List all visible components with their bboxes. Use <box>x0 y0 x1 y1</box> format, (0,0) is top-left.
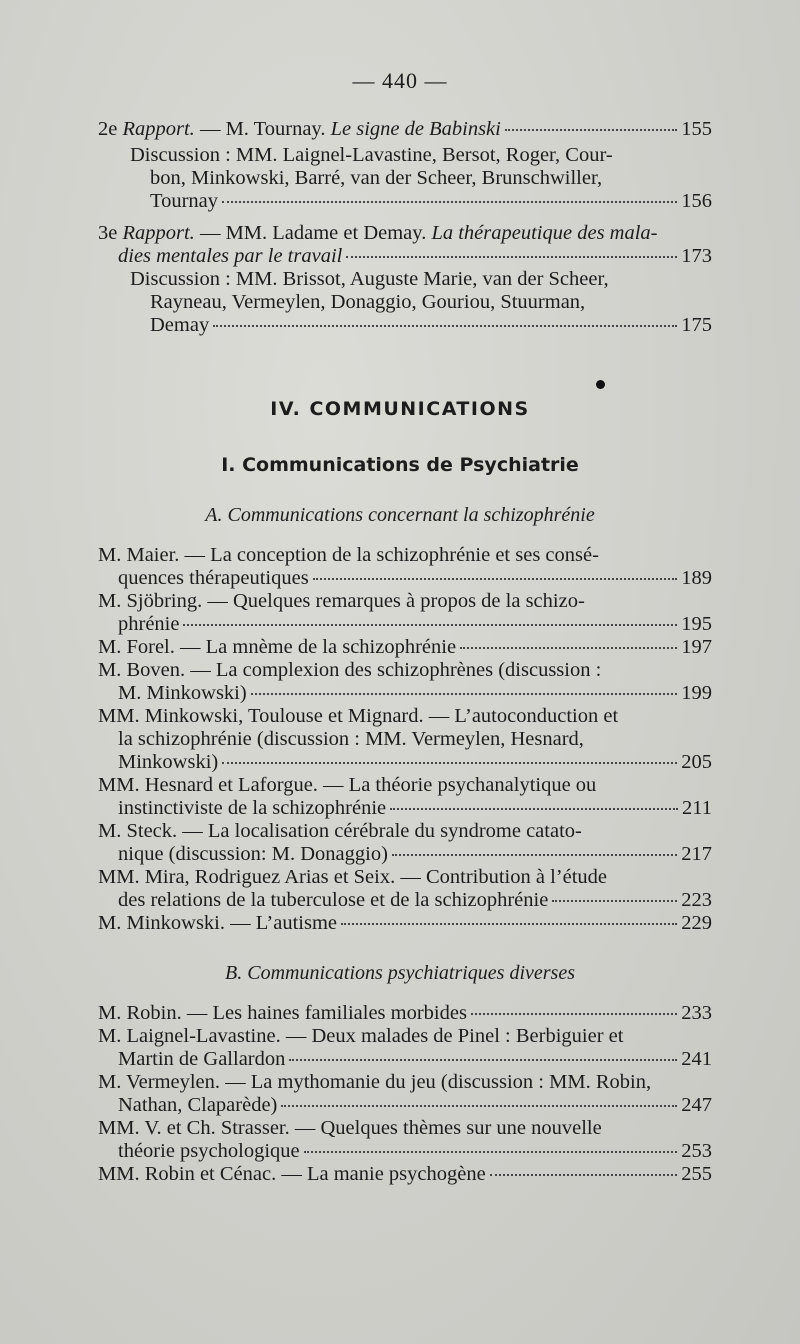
toc-entry <box>98 590 712 636</box>
toc-entry-line: M. Laignel-Lavastine. — Deux malades de Pinel : Berbiguier et <box>98 1025 624 1047</box>
discussion-2-entry <box>130 268 712 337</box>
report-2-entry <box>98 118 712 141</box>
toc-entry-line <box>98 751 712 774</box>
ink-spot <box>596 380 605 389</box>
toc-entry-text: MM. Robin et Cénac. — La manie psychogène <box>98 1163 486 1185</box>
toc-entry-line: MM. Minkowski, Toulouse et Mignard. — L’autoconduction et <box>98 705 619 727</box>
toc-entry-line <box>98 912 712 935</box>
discussion-1-entry <box>130 144 712 213</box>
dot-leader <box>213 325 677 327</box>
toc-entry <box>98 1025 712 1071</box>
toc-entry-line: M. Steck. — La localisation cérébrale du syndrome catato- <box>98 820 582 842</box>
page-ref: 189 <box>681 567 712 589</box>
discussion-2-line: Discussion : MM. Brissot, Auguste Marie, van der Scheer, <box>130 268 609 290</box>
dot-leader <box>341 923 677 925</box>
dot-leader <box>289 1059 677 1061</box>
toc-entry-line <box>98 1002 712 1025</box>
page-ref: 247 <box>681 1094 712 1116</box>
report-3-prefix: 3e <box>98 222 118 244</box>
toc-entry <box>98 1071 712 1117</box>
dot-leader <box>505 129 677 131</box>
dot-leader <box>304 1151 678 1153</box>
toc-entry-line: MM. Mira, Rodriguez Arias et Seix. — Contribution à l’étude <box>98 866 608 888</box>
toc-entry-line: la schizophrénie (discussion : MM. Vermeylen, Hesnard, <box>118 728 584 750</box>
page-ref: 155 <box>681 118 712 140</box>
dot-leader <box>251 693 678 695</box>
page-ref: 195 <box>681 613 712 635</box>
toc-entry-line <box>98 843 712 866</box>
dot-leader <box>222 762 677 764</box>
toc-entry-line <box>98 682 712 705</box>
toc-entry-text: Minkowski) <box>118 751 219 773</box>
toc-entry-line <box>98 889 712 912</box>
dot-leader <box>222 201 677 203</box>
discussion-1-line: Discussion : MM. Laignel-Lavastine, Bersot, Roger, Cour- <box>130 144 613 166</box>
toc-entry <box>98 636 712 659</box>
page-number: — 440 — <box>352 68 448 93</box>
toc-entry <box>98 820 712 866</box>
report-3-entry <box>98 222 712 268</box>
toc-entry-text: M. Minkowski. — L’autisme <box>98 912 337 934</box>
page-ref: 253 <box>681 1140 712 1162</box>
part-b-list <box>98 1002 712 1186</box>
discussion-1-line: Tournay <box>150 190 219 212</box>
dot-leader <box>471 1013 677 1015</box>
toc-entry-line: MM. Hesnard et Laforgue. — La théorie psychanalytique ou <box>98 774 597 796</box>
part-b-heading: B. Communications psychiatriques diverses <box>225 962 575 984</box>
page-ref: 211 <box>682 797 712 819</box>
toc-entry-line <box>98 636 712 659</box>
toc-entry-line <box>98 797 712 820</box>
discussion-2-line: Rayneau, Vermeylen, Donaggio, Gouriou, Stuurman, <box>150 291 586 313</box>
toc-entry <box>98 659 712 705</box>
page-ref: 173 <box>681 245 712 267</box>
toc-entry-line: M. Vermeylen. — La mythomanie du jeu (discussion : MM. Robin, <box>98 1071 652 1093</box>
toc-entry-text: M. Minkowski) <box>118 682 247 704</box>
toc-entry-line <box>98 1140 712 1163</box>
toc-entry <box>98 1163 712 1186</box>
toc-entry-line <box>98 1048 712 1071</box>
toc-entry <box>98 774 712 820</box>
toc-entry-line <box>98 567 712 590</box>
dot-leader <box>390 808 678 810</box>
toc-entry <box>98 1117 712 1163</box>
discussion-1-line: bon, Minkowski, Barré, van der Scheer, Brunschwiller, <box>150 167 603 189</box>
toc-entry <box>98 912 712 935</box>
page-ref: 205 <box>681 751 712 773</box>
dot-leader <box>460 647 677 649</box>
subsection-title: I. Communications de Psychiatrie <box>221 454 579 476</box>
toc-entry-line: M. Sjöbring. — Quelques remarques à propos de la schizo- <box>98 590 585 612</box>
toc-entry-text: des relations de la tuberculose et de la schizophrénie <box>118 889 549 911</box>
toc-entry-line: M. Maier. — La conception de la schizophrénie et ses consé- <box>98 544 599 566</box>
report-3-authors: — MM. Ladame et Demay. <box>199 222 427 244</box>
part-a-list <box>98 544 712 935</box>
toc-entry <box>98 1002 712 1025</box>
toc-entry-line <box>98 1163 712 1186</box>
report-2-title: Le signe de Babinski <box>330 118 501 140</box>
discussion-2-line: Demay <box>150 314 210 336</box>
toc-entry-line <box>98 613 712 636</box>
page-ref: 217 <box>681 843 712 865</box>
toc-entry-line: MM. V. et Ch. Strasser. — Quelques thèmes sur une nouvelle <box>98 1117 602 1139</box>
dot-leader <box>281 1105 677 1107</box>
dot-leader <box>346 256 677 258</box>
page-ref: 175 <box>681 314 712 336</box>
toc-entry-text: M. Robin. — Les haines familiales morbides <box>98 1002 467 1024</box>
report-2-prefix: 2e <box>98 118 118 140</box>
page-ref: 156 <box>681 190 712 212</box>
page-ref: 223 <box>681 889 712 911</box>
dot-leader <box>552 900 677 902</box>
toc-entry <box>98 705 712 774</box>
dot-leader <box>183 624 677 626</box>
page-ref: 229 <box>681 912 712 934</box>
dot-leader <box>392 854 677 856</box>
toc-entry-line: M. Boven. — La complexion des schizophrènes (discussion : <box>98 659 602 681</box>
toc-entry-line <box>98 1094 712 1117</box>
section-title: IV. COMMUNICATIONS <box>270 398 530 420</box>
toc-entry-text: quences thérapeutiques <box>118 567 309 589</box>
toc-entry-text: phrénie <box>118 613 180 635</box>
page-ref: 197 <box>681 636 712 658</box>
toc-entry-text: instinctiviste de la schizophrénie <box>118 797 387 819</box>
report-3-title-cont: dies mentales par le travail <box>118 245 343 267</box>
page-ref: 241 <box>681 1048 712 1070</box>
dot-leader <box>313 578 678 580</box>
toc-entry-text: Martin de Gallardon <box>118 1048 286 1070</box>
page-ref: 199 <box>681 682 712 704</box>
toc-entry-text: Nathan, Claparède) <box>118 1094 278 1116</box>
toc-entry <box>98 544 712 590</box>
part-a-heading: A. Communications concernant la schizophrénie <box>205 504 595 526</box>
report-3-title: La thérapeutique des mala- <box>431 222 658 244</box>
report-2-authors: — M. Tournay. <box>199 118 326 140</box>
report-3-label: Rapport. <box>122 222 195 244</box>
page-ref: 255 <box>681 1163 712 1185</box>
dot-leader <box>490 1174 678 1176</box>
page-ref: 233 <box>681 1002 712 1024</box>
toc-entry-text: théorie psychologique <box>118 1140 300 1162</box>
report-2-label: Rapport. <box>122 118 195 140</box>
toc-entry-text: nique (discussion: M. Donaggio) <box>118 843 388 865</box>
toc-entry-text: M. Forel. — La mnème de la schizophrénie <box>98 636 457 658</box>
toc-entry <box>98 866 712 912</box>
